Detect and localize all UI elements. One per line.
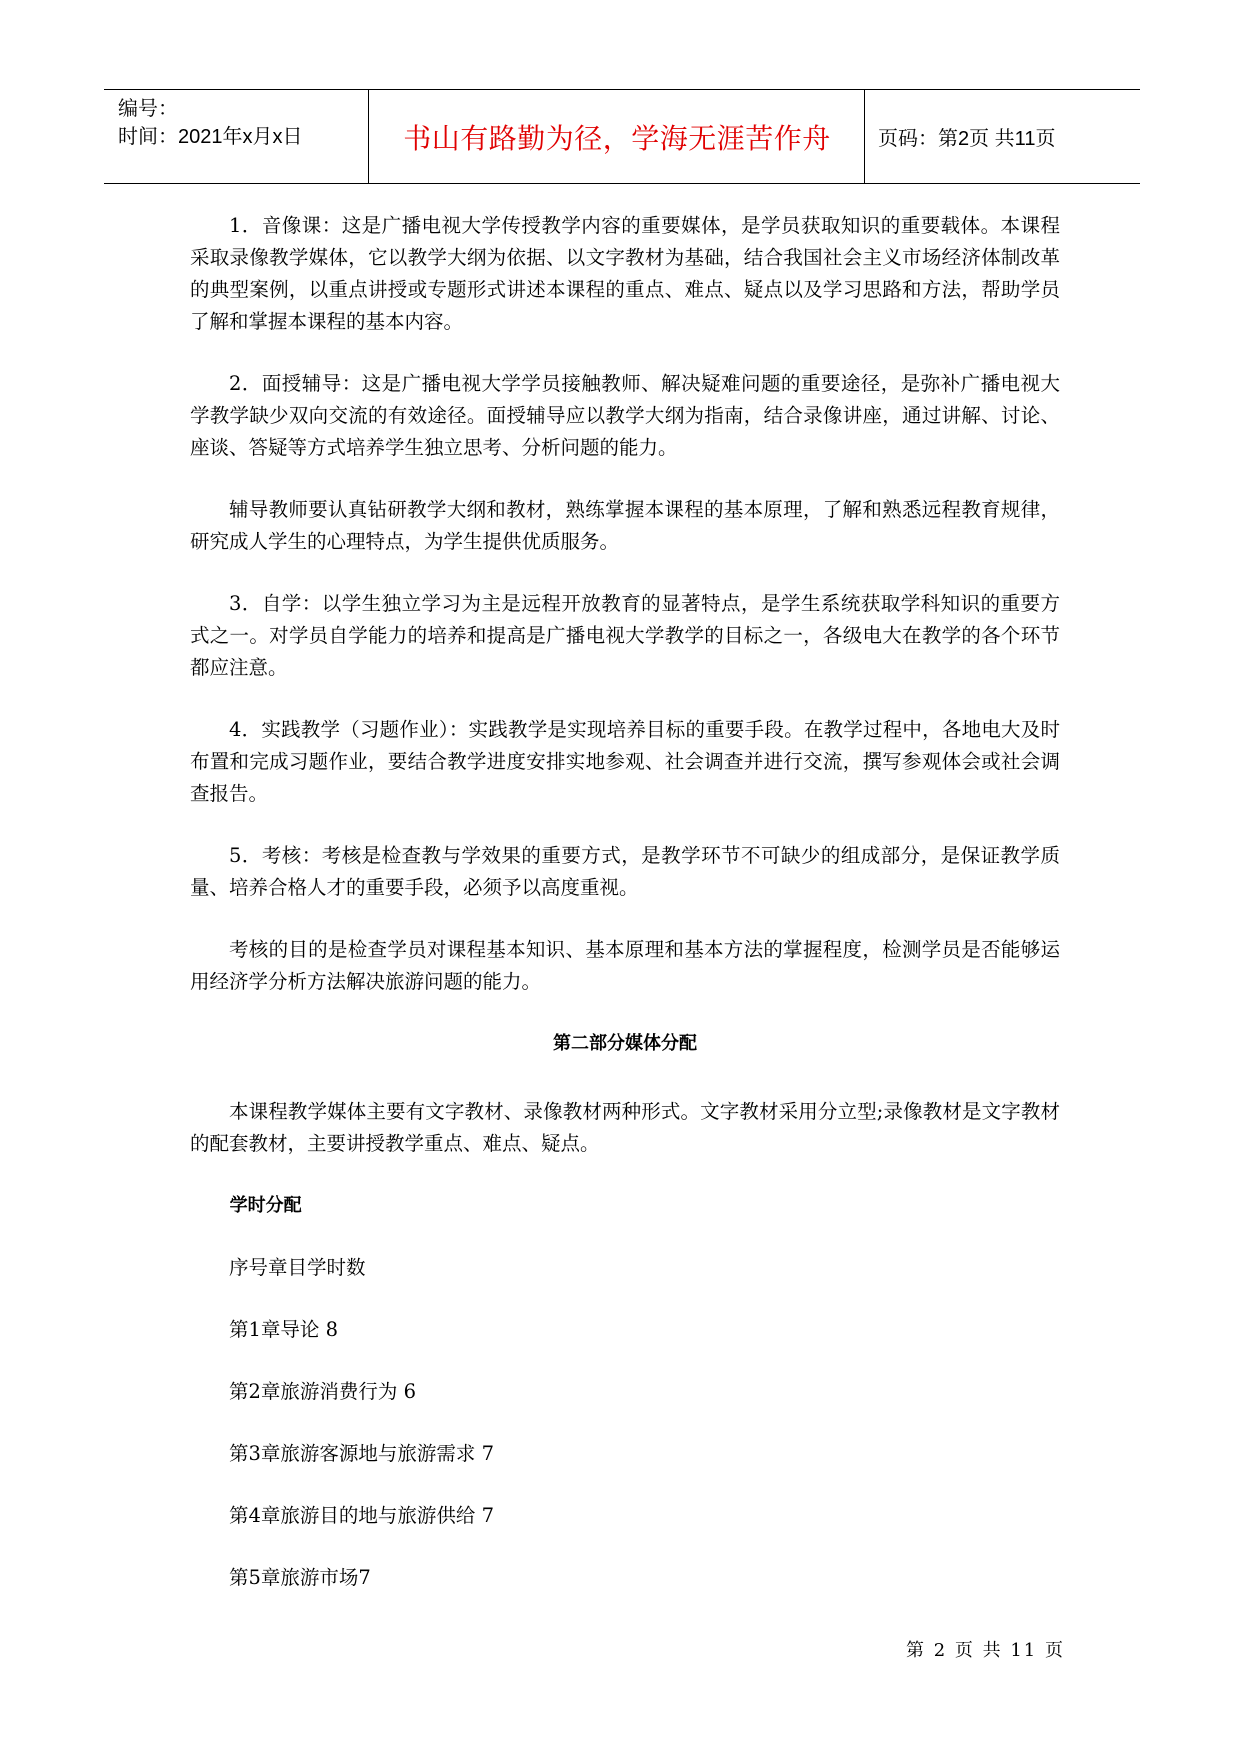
section-title-media: 第二部分媒体分配 bbox=[553, 1033, 697, 1054]
paragraph-self-study: 3．自学：以学生独立学习为主是远程开放教育的显著特点，是学生系统获取学科知识的重要方式之一。对学员自学能力的培养和提高是广播电视大学教学的目标之一，各级电大在教学的各个环节都应注意。 bbox=[190, 592, 1060, 679]
paragraph-assessment: 5．考核：考核是检查教与学效果的重要方式，是教学环节不可缺少的组成部分，是保证教学质量、培养合格人才的重要手段，必须予以高度重视。 bbox=[190, 844, 1060, 899]
subtitle-hours: 学时分配 bbox=[229, 1195, 302, 1216]
hours-row: 第2章旅游消费行为 6 bbox=[229, 1380, 417, 1403]
hours-table-header: 序号章目学时数 bbox=[229, 1256, 366, 1279]
hours-row: 第1章导论 8 bbox=[229, 1318, 339, 1341]
header-page-number: 页码：第2页 共11页 bbox=[878, 128, 1056, 150]
header-info-cell bbox=[104, 90, 369, 183]
paragraph-media: 本课程教学媒体主要有文字教材、录像教材两种形式。文字教材采用分立型;录像教材是文字教材的配套教材，主要讲授教学重点、难点、疑点。 bbox=[190, 1100, 1060, 1155]
paragraph-assessment-purpose: 考核的目的是检查学员对课程基本知识、基本原理和基本方法的掌握程度，检测学员是否能够运用经济学分析方法解决旅游问题的能力。 bbox=[190, 938, 1060, 993]
paragraph-tutor-duties: 辅导教师要认真钻研教学大纲和教材，熟练掌握本课程的基本原理，了解和熟悉远程教育规律，研究成人学生的心理特点，为学生提供优质服务。 bbox=[190, 498, 1060, 553]
page-footer: 第 2 页 共 11 页 bbox=[906, 1640, 1065, 1661]
document-number-label: 编号： bbox=[118, 98, 178, 120]
page-header bbox=[104, 89, 1140, 184]
paragraph-audio-video: 1．音像课：这是广播电视大学传授教学内容的重要媒体，是学员获取知识的重要载体。本课程采取录像教学媒体，它以教学大纲为依据、以文字教材为基础，结合我国社会主义市场经济体制改革的典型案例，以重点讲授或专题形式讲述本课程的重点、难点、疑点以及学习思路和方法，帮助学员了解和掌握本课程的基本内容。 bbox=[190, 214, 1060, 333]
hours-row: 第5章旅游市场7 bbox=[229, 1566, 371, 1589]
document-body bbox=[190, 210, 1060, 1624]
hours-row: 第3章旅游客源地与旅游需求 7 bbox=[229, 1442, 495, 1465]
paragraph-tutoring: 2．面授辅导：这是广播电视大学学员接触教师、解决疑难问题的重要途径，是弥补广播电视大学教学缺少双向交流的有效途径。面授辅导应以教学大纲为指南，结合录像讲座，通过讲解、讨论、座谈、答疑等方式培养学生独立思考、分析问题的能力。 bbox=[190, 372, 1060, 459]
document-time-label: 时间：2021年x月x日 bbox=[118, 126, 303, 148]
paragraph-practice: 4．实践教学（习题作业）：实践教学是实现培养目标的重要手段。在教学过程中，各地电大及时布置和完成习题作业，要结合教学进度安排实地参观、社会调查并进行交流，撰写参观体会或社会调查报告。 bbox=[190, 718, 1060, 805]
hours-row: 第4章旅游目的地与旅游供给 7 bbox=[229, 1504, 495, 1527]
header-motto: 书山有路勤为径，学海无涯苦作舟 bbox=[370, 90, 865, 183]
